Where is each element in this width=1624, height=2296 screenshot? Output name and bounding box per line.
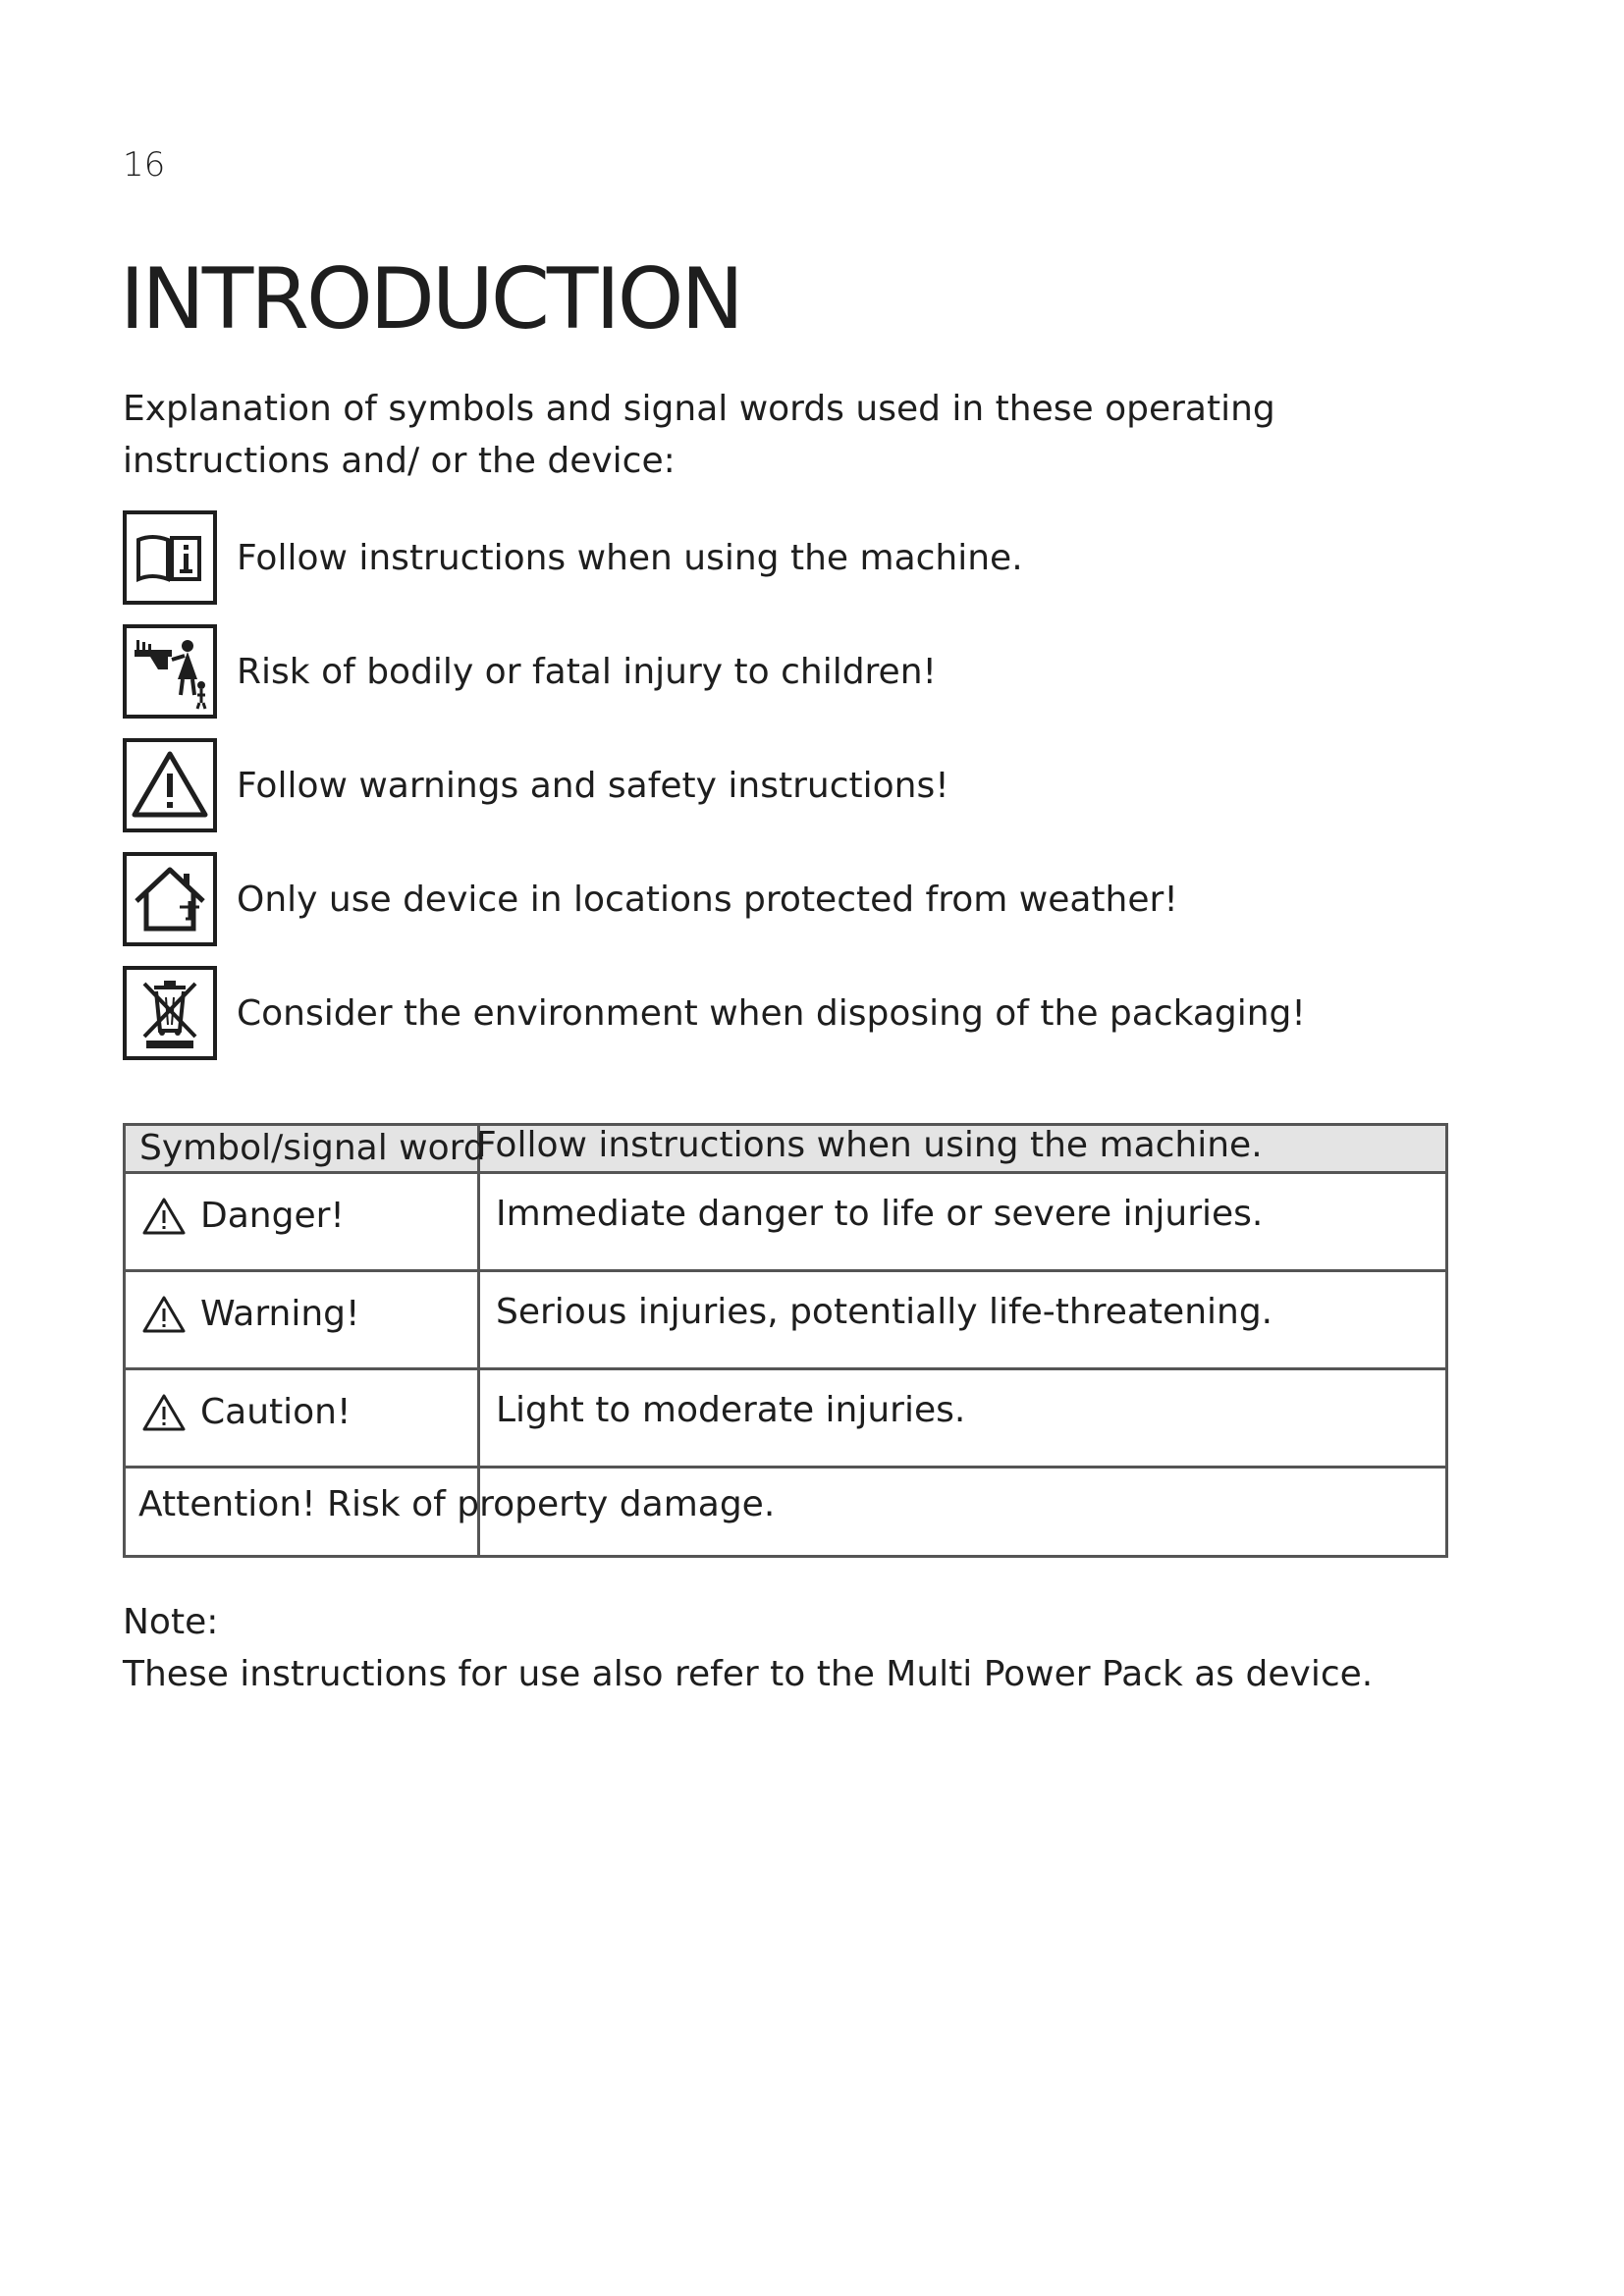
warning-triangle-icon <box>141 1197 187 1236</box>
manual-info-icon <box>123 510 217 605</box>
symbol-text: Follow instructions when using the machine. <box>237 537 1023 578</box>
symbol-text: Consider the environment when disposing of the packaging! <box>237 992 1306 1034</box>
warning-triangle-icon <box>141 1393 187 1432</box>
table-row <box>125 1369 1447 1468</box>
table-cell <box>125 1271 479 1369</box>
table-cell <box>479 1173 1447 1271</box>
signal-word: Caution! <box>200 1392 352 1432</box>
note-label: Note: <box>123 1602 219 1642</box>
indoor-house-icon <box>123 852 217 946</box>
signal-word: Danger! <box>200 1196 345 1236</box>
symbol-row-indoor <box>123 850 1178 948</box>
header-follow-instructions: Follow instructions when using the machine. <box>476 1125 1263 1165</box>
child-danger-icon <box>123 624 217 719</box>
symbol-text: Follow warnings and safety instructions! <box>237 765 949 806</box>
warning-triangle-icon <box>141 1295 187 1334</box>
symbol-row-manual <box>123 508 1023 607</box>
note-text: These instructions for use also refer to the Multi Power Pack as device. <box>123 1654 1374 1694</box>
symbol-row-children <box>123 622 937 721</box>
table-row <box>125 1271 1447 1369</box>
signal-meaning: Serious injuries, potentially life-threatening. <box>496 1292 1273 1332</box>
table-cell <box>479 1271 1447 1369</box>
page-title: INTRODUCTION <box>120 250 741 348</box>
symbol-text: Risk of bodily or fatal injury to children! <box>237 651 937 692</box>
table-cell <box>479 1369 1447 1468</box>
header-symbol-signal-word: Symbol/signal word <box>139 1128 486 1168</box>
page-number: 16 <box>123 145 166 185</box>
table-cell <box>125 1173 479 1271</box>
symbol-row-warning <box>123 736 949 834</box>
signal-meaning: Immediate danger to life or severe injuries. <box>496 1194 1264 1234</box>
warning-triangle-icon <box>123 738 217 832</box>
symbol-row-disposal <box>123 964 1306 1062</box>
note-block <box>123 1596 1373 1700</box>
crossed-bin-icon <box>123 966 217 1060</box>
table-row <box>125 1173 1447 1271</box>
intro-text: Explanation of symbols and signal words used in these operating instructions and/ or the device: <box>123 389 1275 481</box>
signal-meaning: Light to moderate injuries. <box>496 1390 966 1430</box>
signal-word: Warning! <box>200 1294 360 1334</box>
table-cell <box>125 1369 479 1468</box>
table-header-cell <box>125 1125 486 1173</box>
property-damage-text: Attention! Risk of property damage. <box>138 1484 776 1524</box>
symbol-text: Only use device in locations protected from weather! <box>237 879 1178 920</box>
